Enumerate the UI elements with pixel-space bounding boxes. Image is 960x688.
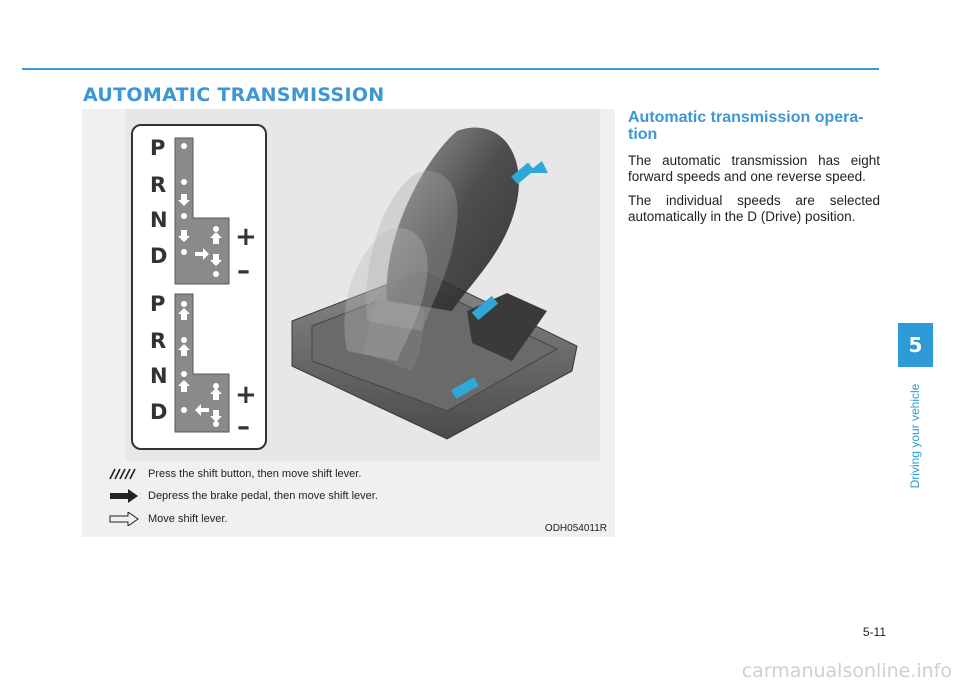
gate-letter-r: R bbox=[150, 173, 167, 197]
legend-item-press-button bbox=[108, 467, 362, 483]
subheading: Automatic transmission opera-tion bbox=[628, 109, 864, 143]
gear-shifter-illustration bbox=[272, 121, 582, 453]
chapter-title: Driving your vehicle bbox=[908, 383, 922, 489]
legend-text: Move shift lever. bbox=[148, 513, 228, 525]
gate-letter-d-2: D bbox=[150, 400, 168, 424]
gate-plus-2: + bbox=[235, 380, 257, 410]
section-title: AUTOMATIC TRANSMISSION bbox=[83, 84, 385, 106]
legend-item-move-lever bbox=[108, 512, 228, 528]
gate-channels bbox=[173, 134, 253, 434]
solid-arrow-icon bbox=[108, 489, 140, 503]
legend-item-brake-pedal bbox=[108, 489, 378, 505]
top-rule bbox=[22, 68, 879, 70]
watermark: carmanualsonline.info bbox=[741, 660, 952, 682]
gate-letter-n: N bbox=[150, 208, 168, 232]
outline-arrow-icon bbox=[108, 512, 140, 526]
chapter-tab: 5 bbox=[898, 323, 933, 367]
gate-plus: + bbox=[235, 222, 257, 252]
legend-text: Depress the brake pedal, then move shift lever. bbox=[148, 490, 378, 502]
gate-letter-p: P bbox=[150, 136, 166, 160]
gate-letter-d: D bbox=[150, 244, 168, 268]
gate-minus-2: – bbox=[237, 412, 250, 442]
figure-code: ODH054011R bbox=[544, 523, 607, 534]
paragraph-2: The individual speeds are selected automatically in the D (Drive) position. bbox=[628, 193, 880, 224]
gate-letter-n-2: N bbox=[150, 364, 168, 388]
shift-lever-figure bbox=[82, 109, 615, 537]
paragraph-1: The automatic transmission has eight forward speeds and one reverse speed. bbox=[628, 153, 880, 184]
gate-letter-p-2: P bbox=[150, 292, 166, 316]
hatched-arrow-icon bbox=[108, 467, 140, 481]
gate-letter-r-2: R bbox=[150, 329, 167, 353]
content-column bbox=[628, 109, 880, 225]
page-number: 5-11 bbox=[862, 625, 886, 639]
shift-gate-diagram bbox=[131, 124, 267, 450]
legend-text: Press the shift button, then move shift lever. bbox=[148, 468, 362, 480]
gate-minus: – bbox=[237, 256, 250, 286]
